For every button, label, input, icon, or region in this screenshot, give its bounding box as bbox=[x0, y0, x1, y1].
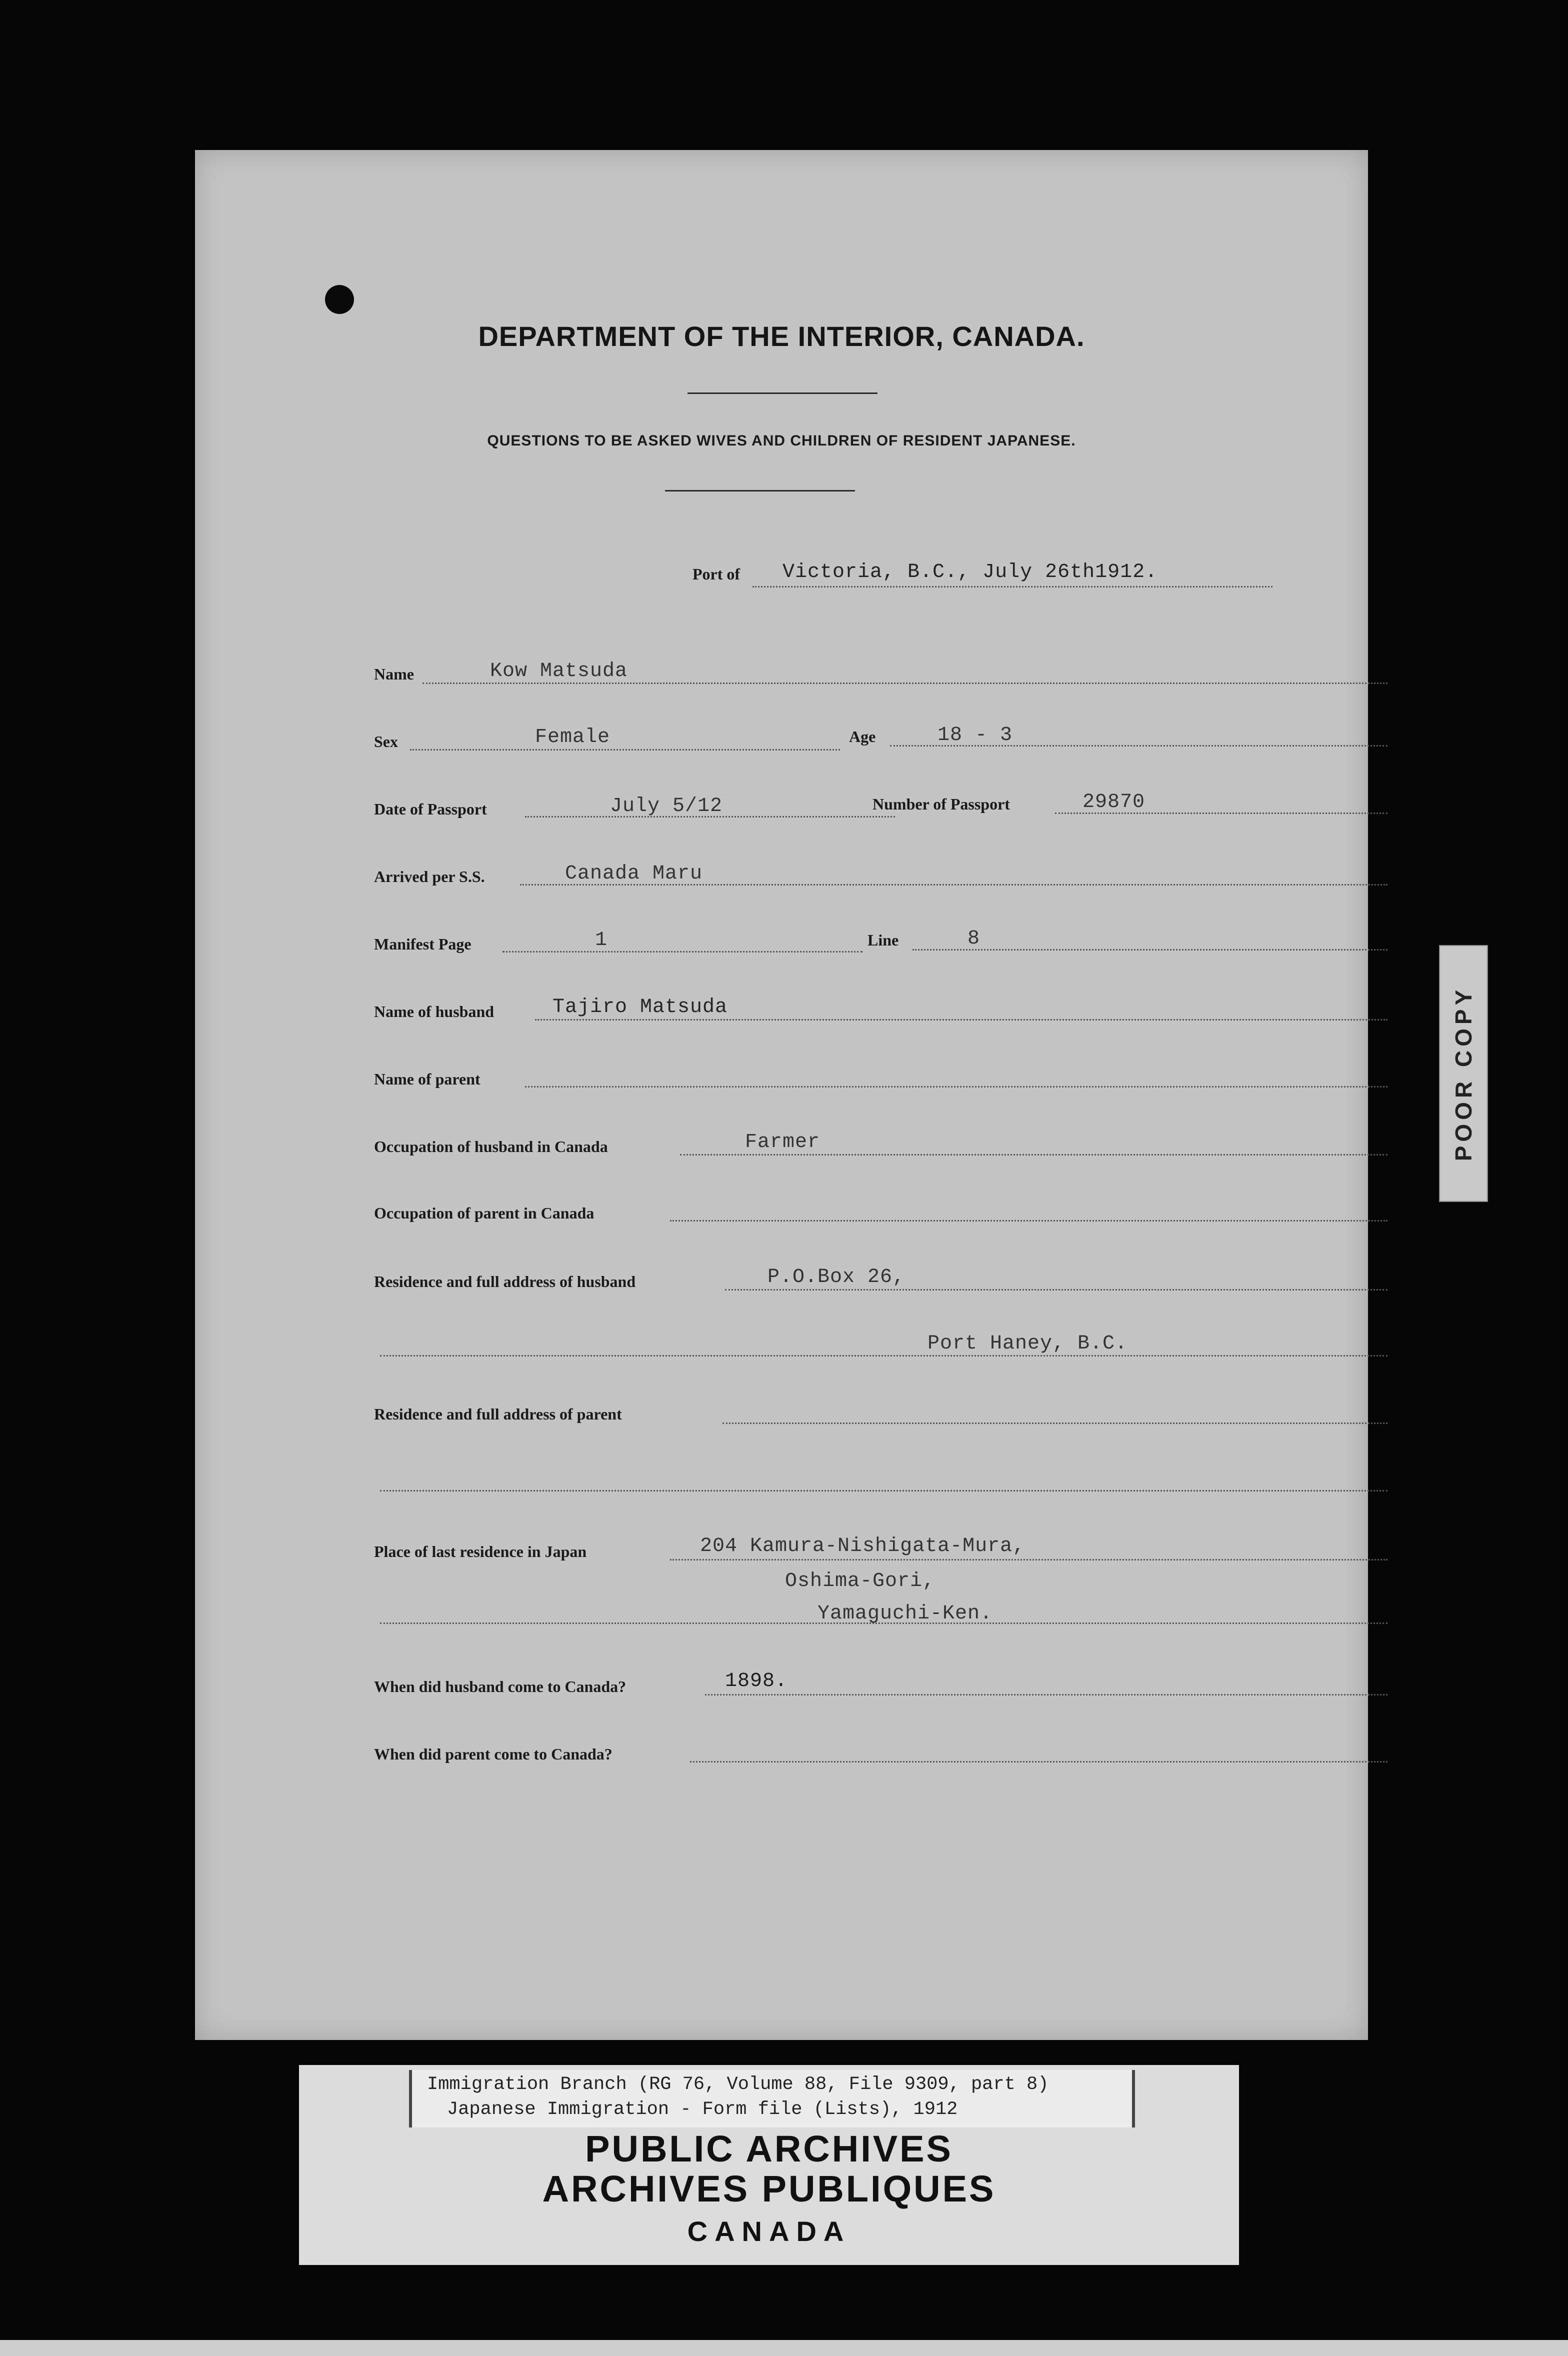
husband-came-value: 1898. bbox=[725, 1670, 788, 1692]
name-line bbox=[422, 682, 1388, 684]
husband-came-label: When did husband come to Canada? bbox=[374, 1678, 626, 1696]
parent-came-line bbox=[690, 1761, 1388, 1762]
punch-hole bbox=[325, 285, 354, 314]
sex-value: Female bbox=[535, 726, 610, 748]
res-parent-line-2 bbox=[380, 1490, 1388, 1492]
archives-publiques-heading: ARCHIVES PUBLIQUES bbox=[542, 2168, 996, 2210]
passport-date-value: July 5/12 bbox=[610, 795, 723, 818]
res-parent-label: Residence and full address of parent bbox=[374, 1405, 622, 1423]
subtitle-rule bbox=[665, 490, 855, 492]
passport-number-value: 29870 bbox=[1082, 791, 1146, 814]
sex-line bbox=[410, 749, 840, 750]
occ-husband-label: Occupation of husband in Canada bbox=[374, 1138, 608, 1156]
passport-date-label: Date of Passport bbox=[374, 800, 487, 818]
manifest-line bbox=[502, 951, 862, 952]
res-husband-value-2: Port Haney, B.C. bbox=[928, 1332, 1128, 1355]
film-edge bbox=[0, 2340, 1568, 2356]
age-label: Age bbox=[849, 728, 876, 746]
last-res-label: Place of last residence in Japan bbox=[374, 1542, 587, 1560]
husband-label: Name of husband bbox=[374, 1002, 494, 1020]
form-subtitle: QUESTIONS TO BE ASKED WIVES AND CHILDREN OF RESIDENT JAPANESE. bbox=[487, 432, 1076, 449]
husband-line bbox=[535, 1019, 1388, 1020]
manifest-value: 1 bbox=[595, 929, 608, 952]
line-value: 8 bbox=[968, 928, 980, 950]
last-res-line-1 bbox=[670, 1559, 1388, 1560]
poor-copy-stamp bbox=[1439, 945, 1488, 1202]
port-line bbox=[752, 586, 1272, 588]
poor-copy-text: POOR COPY bbox=[1450, 986, 1476, 1162]
res-husband-line-1 bbox=[725, 1289, 1388, 1290]
age-value: 18 - 3 bbox=[938, 724, 1013, 746]
name-value: Kow Matsuda bbox=[490, 660, 628, 682]
canada-heading: CANADA bbox=[687, 2216, 851, 2247]
archive-reference: Immigration Branch (RG 76, Volume 88, File 9309, part 8) bbox=[427, 2074, 1049, 2095]
form-page bbox=[195, 150, 1368, 2040]
parent-line bbox=[525, 1086, 1388, 1088]
passport-number-label: Number of Passport bbox=[872, 795, 1010, 813]
name-label: Name bbox=[374, 665, 414, 683]
occ-parent-line bbox=[670, 1220, 1388, 1222]
manifest-label: Manifest Page bbox=[374, 935, 472, 953]
parent-label: Name of parent bbox=[374, 1070, 480, 1088]
occ-husband-value: Farmer bbox=[745, 1131, 820, 1154]
res-parent-line-1 bbox=[722, 1422, 1388, 1424]
archive-label-card bbox=[299, 2065, 1239, 2265]
public-archives-heading: PUBLIC ARCHIVES bbox=[585, 2128, 953, 2170]
last-res-value-1: 204 Kamura-Nishigata-Mura, bbox=[700, 1535, 1026, 1558]
port-value: Victoria, B.C., July 26th1912. bbox=[782, 561, 1158, 584]
port-label: Port of bbox=[692, 565, 740, 583]
res-husband-label: Residence and full address of husband bbox=[374, 1272, 636, 1290]
form-title: DEPARTMENT OF THE INTERIOR, CANADA. bbox=[478, 320, 1085, 352]
res-husband-value-1: P.O.Box 26, bbox=[768, 1266, 906, 1288]
husband-value: Tajiro Matsuda bbox=[552, 996, 728, 1018]
occ-parent-label: Occupation of parent in Canada bbox=[374, 1204, 594, 1222]
husband-came-line bbox=[705, 1694, 1388, 1696]
line-line bbox=[912, 949, 1388, 950]
last-res-value-2: Oshima-Gori, bbox=[785, 1570, 936, 1592]
archive-file-tab bbox=[409, 2070, 1135, 2128]
title-rule bbox=[688, 392, 878, 394]
arrived-label: Arrived per S.S. bbox=[374, 868, 485, 886]
archive-description: Japanese Immigration - Form file (Lists), 1912 bbox=[447, 2099, 958, 2120]
arrived-value: Canada Maru bbox=[565, 862, 703, 885]
line-label: Line bbox=[868, 931, 899, 949]
sex-label: Sex bbox=[374, 732, 398, 750]
last-res-value-3: Yamaguchi-Ken. bbox=[818, 1602, 993, 1625]
occ-husband-line bbox=[680, 1154, 1388, 1156]
res-husband-line-2 bbox=[380, 1355, 1388, 1356]
parent-came-label: When did parent come to Canada? bbox=[374, 1745, 612, 1763]
